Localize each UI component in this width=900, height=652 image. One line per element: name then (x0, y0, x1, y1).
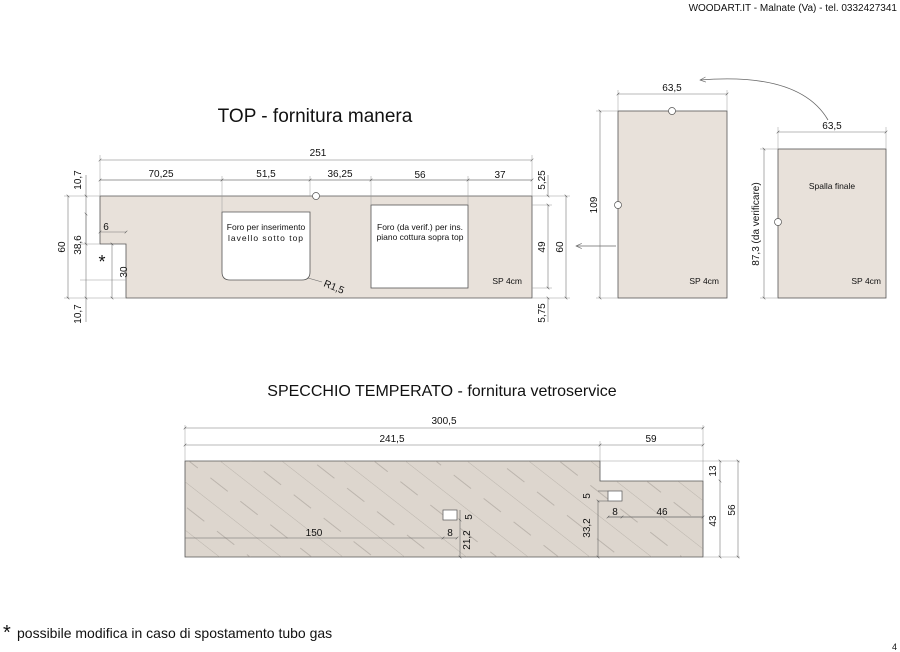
top-title: TOP - fornitura manera (217, 106, 413, 127)
socket1-y: 21,2 (462, 530, 473, 550)
socket1-w: 8 (447, 528, 453, 539)
dim-height-left: 60 (57, 241, 68, 253)
dim-height-inner: 38,6 (73, 235, 84, 255)
side-panel-hole-top (669, 108, 676, 115)
dim-radius: R1,5 (321, 278, 346, 297)
footer-asterisk: * (3, 622, 11, 644)
side-panel-hole-left (615, 202, 622, 209)
dim-right-top: 5,25 (537, 170, 548, 190)
end-panel-thickness: SP 4cm (851, 276, 881, 286)
dim-segment-5: 37 (494, 170, 506, 181)
dim-segment-4: 56 (414, 170, 426, 181)
mirror-drawing (185, 416, 740, 557)
mirror-title: SPECCHIO TEMPERATO - fornitura vetroservice (267, 383, 617, 400)
reference-circle (313, 193, 320, 200)
mirror-length-left: 241,5 (379, 434, 405, 445)
footer-note: possibile modifica in caso di spostamento tubo gas (17, 625, 333, 641)
cooktop-hole-label-2: piano cottura sopra top (376, 232, 464, 242)
end-panel-width: 63,5 (822, 121, 842, 132)
end-panel-drawing (751, 121, 886, 298)
sink-hole-label-1: Foro per inserimento (226, 222, 306, 232)
notch-asterisk: * (98, 252, 106, 272)
sink-hole-label-2: lavello sotto top (227, 233, 305, 243)
dim-left-bottom: 10,7 (73, 304, 84, 324)
dim-notch-width: 6 (103, 222, 109, 233)
countertop-drawing (57, 148, 570, 324)
end-panel-hole (775, 219, 782, 226)
dim-left-top: 10,7 (73, 170, 84, 190)
dim-height-right-inner: 49 (537, 241, 548, 253)
socket-1 (443, 510, 457, 520)
dim-notch-depth: 30 (119, 266, 130, 278)
socket1-h: 5 (464, 514, 475, 520)
socket2-h: 5 (582, 493, 593, 499)
side-panel-width: 63,5 (662, 83, 682, 94)
dim-segment-2: 51,5 (256, 169, 276, 180)
mirror-cut-width: 59 (645, 434, 657, 445)
company-header: WOODART.IT - Malnate (Va) - tel. 0332427341 (688, 3, 897, 14)
end-panel-height: 87,3 (da verificare) (751, 182, 762, 266)
end-panel-label: Spalla finale (808, 181, 856, 191)
top-thickness: SP 4cm (492, 276, 522, 286)
dim-overall-length: 251 (309, 148, 327, 159)
page-number: 4 (891, 642, 897, 652)
dim-height-right-outer: 60 (555, 241, 566, 253)
side-panel-drawing (589, 83, 727, 298)
mirror-height-lower: 43 (708, 515, 719, 527)
side-panel-thickness: SP 4cm (689, 276, 719, 286)
side-panel-height: 109 (589, 196, 600, 214)
mirror-height-total: 56 (727, 504, 738, 516)
socket2-right: 46 (656, 507, 668, 518)
socket-2 (608, 491, 622, 501)
mirror-cut-height: 13 (708, 465, 719, 477)
socket2-w: 8 (612, 507, 618, 518)
dim-segment-3: 36,25 (327, 169, 353, 180)
dim-right-bottom: 5,75 (537, 303, 548, 323)
mirror-overall-length: 300,5 (431, 416, 457, 427)
socket2-y: 33,2 (582, 518, 593, 538)
side-panel (618, 111, 727, 298)
cooktop-hole-label-1: Foro (da verif.) per ins. (377, 222, 463, 232)
dim-segment-1: 70,25 (148, 169, 174, 180)
socket1-x: 150 (305, 528, 323, 539)
cooktop-hole (371, 205, 468, 288)
